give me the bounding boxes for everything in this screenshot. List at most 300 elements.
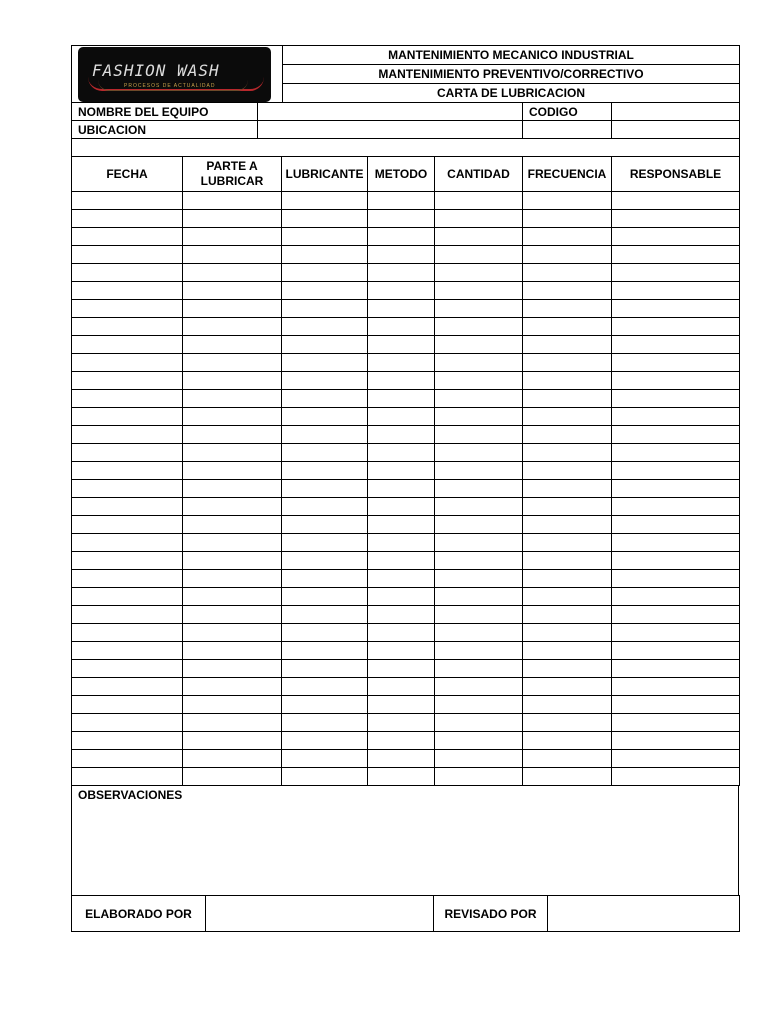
table-cell[interactable] [612,408,740,426]
table-cell[interactable] [612,588,740,606]
table-cell[interactable] [72,462,183,480]
table-cell[interactable] [612,768,740,786]
table-cell[interactable] [72,768,183,786]
table-cell[interactable] [612,678,740,696]
location-label: UBICACION [72,121,258,139]
table-cell[interactable] [612,552,740,570]
table-cell[interactable] [183,768,282,786]
table-cell[interactable] [435,732,523,750]
table-cell[interactable] [435,192,523,210]
header-title-2: MANTENIMIENTO PREVENTIVO/CORRECTIVO [283,65,740,84]
table-cell[interactable] [612,516,740,534]
table-cell[interactable] [612,696,740,714]
table-cell[interactable] [435,264,523,282]
table-cell[interactable] [523,516,612,534]
lubrication-chart-form [71,45,739,932]
table-cell[interactable] [282,714,368,732]
col-metodo: METODO [368,157,435,192]
table-cell[interactable] [72,534,183,552]
table-cell[interactable] [612,354,740,372]
table-cell[interactable] [523,192,612,210]
table-cell[interactable] [183,462,282,480]
table-row [72,714,740,732]
table-cell[interactable] [183,498,282,516]
table-row [72,192,740,210]
table-cell[interactable] [282,300,368,318]
table-cell[interactable] [183,354,282,372]
table-cell[interactable] [72,678,183,696]
reviewed-by-field[interactable] [548,896,740,932]
table-cell[interactable] [435,642,523,660]
table-row [72,246,740,264]
table-cell[interactable] [368,336,435,354]
table-cell[interactable] [282,768,368,786]
table-cell[interactable] [282,516,368,534]
table-cell[interactable] [435,372,523,390]
table-cell[interactable] [612,498,740,516]
table-cell[interactable] [183,192,282,210]
table-cell[interactable] [435,624,523,642]
table-cell[interactable] [368,552,435,570]
table-row [72,606,740,624]
table-cell[interactable] [282,282,368,300]
table-cell[interactable] [282,480,368,498]
table-cell[interactable] [435,282,523,300]
table-row [72,462,740,480]
table-cell[interactable] [612,444,740,462]
table-cell[interactable] [183,714,282,732]
table-cell[interactable] [72,606,183,624]
table-cell[interactable] [612,192,740,210]
table-cell[interactable] [72,372,183,390]
table-row [72,210,740,228]
table-cell[interactable] [435,588,523,606]
table-cell[interactable] [72,732,183,750]
table-cell[interactable] [368,750,435,768]
table-cell[interactable] [368,660,435,678]
table-cell[interactable] [612,642,740,660]
table-cell[interactable] [435,462,523,480]
table-cell[interactable] [72,336,183,354]
table-cell[interactable] [183,480,282,498]
equipment-info [71,102,740,157]
table-row [72,282,740,300]
observations-field[interactable] [72,786,739,896]
header-title-3: CARTA DE LUBRICACION [283,84,740,103]
table-cell[interactable] [612,606,740,624]
table-cell[interactable] [282,228,368,246]
table-cell[interactable] [72,228,183,246]
table-cell[interactable] [523,246,612,264]
table-cell[interactable] [435,660,523,678]
table-row [72,624,740,642]
table-cell[interactable] [183,228,282,246]
table-cell[interactable] [523,372,612,390]
table-cell[interactable] [435,210,523,228]
table-row [72,480,740,498]
table-cell[interactable] [612,318,740,336]
table-cell[interactable] [523,444,612,462]
table-cell[interactable] [72,300,183,318]
table-cell[interactable] [435,480,523,498]
table-cell[interactable] [435,678,523,696]
table-cell[interactable] [282,192,368,210]
table-cell[interactable] [72,210,183,228]
table-cell[interactable] [72,192,183,210]
table-cell[interactable] [523,462,612,480]
signature-section [71,895,740,932]
table-cell[interactable] [368,714,435,732]
table-cell[interactable] [183,372,282,390]
table-row [72,516,740,534]
table-row [72,300,740,318]
table-cell[interactable] [368,390,435,408]
table-cell[interactable] [282,444,368,462]
table-row [72,588,740,606]
table-cell[interactable] [368,408,435,426]
table-cell[interactable] [282,588,368,606]
table-cell[interactable] [183,300,282,318]
table-cell[interactable] [523,660,612,678]
equipment-name-label: NOMBRE DEL EQUIPO [72,103,258,121]
table-cell[interactable] [282,570,368,588]
table-cell[interactable] [368,678,435,696]
table-cell[interactable] [282,372,368,390]
table-cell[interactable] [183,336,282,354]
table-cell[interactable] [183,516,282,534]
reviewed-by-label: REVISADO POR [434,896,548,932]
table-cell[interactable] [282,660,368,678]
form-header [71,45,740,103]
table-cell[interactable] [612,570,740,588]
table-cell[interactable] [612,246,740,264]
table-row [72,444,740,462]
col-lubricante: LUBRICANTE [282,157,368,192]
table-cell[interactable] [183,210,282,228]
table-cell[interactable] [282,390,368,408]
table-row [72,732,740,750]
table-cell[interactable] [435,300,523,318]
table-cell[interactable] [612,624,740,642]
table-cell[interactable] [523,210,612,228]
table-cell[interactable] [612,228,740,246]
code-label: CODIGO [523,103,612,121]
table-cell[interactable] [72,390,183,408]
table-cell[interactable] [523,534,612,552]
table-cell[interactable] [183,570,282,588]
table-cell[interactable] [183,264,282,282]
table-cell[interactable] [282,606,368,624]
table-cell[interactable] [183,606,282,624]
table-cell[interactable] [523,282,612,300]
table-cell[interactable] [435,390,523,408]
table-cell[interactable] [368,534,435,552]
table-row [72,750,740,768]
table-cell[interactable] [368,642,435,660]
table-row [72,552,740,570]
table-cell[interactable] [282,210,368,228]
table-cell[interactable] [282,336,368,354]
table-cell[interactable] [523,354,612,372]
table-cell[interactable] [183,426,282,444]
table-cell[interactable] [523,552,612,570]
table-cell[interactable] [368,624,435,642]
table-cell[interactable] [435,354,523,372]
table-cell[interactable] [183,750,282,768]
table-cell[interactable] [368,480,435,498]
company-logo [78,47,271,102]
table-cell[interactable] [612,210,740,228]
table-cell[interactable] [183,552,282,570]
table-cell[interactable] [282,552,368,570]
table-row [72,768,740,786]
table-cell[interactable] [368,210,435,228]
table-cell[interactable] [523,732,612,750]
table-cell[interactable] [612,534,740,552]
location-field-3[interactable] [612,121,740,139]
table-row [72,534,740,552]
table-row [72,570,740,588]
table-cell[interactable] [368,696,435,714]
table-cell[interactable] [435,552,523,570]
table-cell[interactable] [282,696,368,714]
table-row [72,264,740,282]
table-cell[interactable] [368,426,435,444]
table-cell[interactable] [368,354,435,372]
table-cell[interactable] [435,516,523,534]
table-cell[interactable] [368,732,435,750]
col-responsable: RESPONSABLE [612,157,740,192]
table-row [72,660,740,678]
prepared-by-label: ELABORADO POR [72,896,206,932]
table-cell[interactable] [435,318,523,336]
table-cell[interactable] [368,192,435,210]
table-cell[interactable] [368,246,435,264]
table-cell[interactable] [72,426,183,444]
table-cell[interactable] [368,300,435,318]
table-cell[interactable] [612,264,740,282]
table-cell[interactable] [72,354,183,372]
table-cell[interactable] [612,480,740,498]
table-cell[interactable] [183,642,282,660]
table-cell[interactable] [435,606,523,624]
table-cell[interactable] [523,426,612,444]
table-cell[interactable] [72,318,183,336]
table-cell[interactable] [368,318,435,336]
table-cell[interactable] [183,390,282,408]
table-cell[interactable] [368,282,435,300]
table-cell[interactable] [282,498,368,516]
table-cell[interactable] [282,462,368,480]
table-row [72,318,740,336]
table-cell[interactable] [282,354,368,372]
table-cell[interactable] [523,498,612,516]
table-cell[interactable] [72,714,183,732]
table-cell[interactable] [368,768,435,786]
table-cell[interactable] [523,678,612,696]
prepared-by-field[interactable] [206,896,434,932]
table-cell[interactable] [612,714,740,732]
table-cell[interactable] [72,570,183,588]
table-cell[interactable] [183,588,282,606]
table-cell[interactable] [282,624,368,642]
table-cell[interactable] [435,696,523,714]
table-cell[interactable] [523,408,612,426]
table-cell[interactable] [523,624,612,642]
table-cell[interactable] [523,390,612,408]
logo-brand: FASHION WASH [92,61,220,80]
table-cell[interactable] [72,264,183,282]
table-cell[interactable] [435,498,523,516]
table-cell[interactable] [183,408,282,426]
table-cell[interactable] [612,462,740,480]
table-cell[interactable] [368,444,435,462]
table-cell[interactable] [612,336,740,354]
table-row [72,696,740,714]
table-cell[interactable] [523,588,612,606]
table-cell[interactable] [72,750,183,768]
table-cell[interactable] [368,570,435,588]
table-cell[interactable] [368,264,435,282]
table-cell[interactable] [435,408,523,426]
table-row [72,336,740,354]
table-cell[interactable] [72,552,183,570]
table-cell[interactable] [282,642,368,660]
table-cell[interactable] [612,426,740,444]
table-cell[interactable] [523,570,612,588]
table-cell[interactable] [612,390,740,408]
table-cell[interactable] [523,300,612,318]
table-row [72,426,740,444]
observations-label: OBSERVACIONES [78,788,183,802]
table-cell[interactable] [612,372,740,390]
table-cell[interactable] [282,246,368,264]
table-cell[interactable] [523,714,612,732]
table-cell[interactable] [368,372,435,390]
col-cantidad: CANTIDAD [435,157,523,192]
table-cell[interactable] [282,732,368,750]
logo-cell [72,46,283,103]
table-cell[interactable] [368,462,435,480]
table-cell[interactable] [612,732,740,750]
table-cell[interactable] [72,444,183,462]
table-cell[interactable] [523,480,612,498]
table-cell[interactable] [368,498,435,516]
table-cell[interactable] [72,498,183,516]
table-cell[interactable] [183,732,282,750]
equipment-name-field[interactable] [258,103,523,121]
table-header-row [72,157,740,192]
table-cell[interactable] [523,768,612,786]
logo-tagline: PROCESOS DE ACTUALIDAD [124,83,216,89]
table-cell[interactable] [72,696,183,714]
col-fecha: FECHA [72,157,183,192]
table-cell[interactable] [72,660,183,678]
table-cell[interactable] [72,246,183,264]
table-cell[interactable] [435,426,523,444]
table-cell[interactable] [523,228,612,246]
table-cell[interactable] [282,426,368,444]
col-parte-a-lubricar: PARTE A LUBRICAR [183,157,282,192]
table-cell[interactable] [435,750,523,768]
table-cell[interactable] [282,264,368,282]
header-title-1: MANTENIMIENTO MECANICO INDUSTRIAL [283,46,740,65]
table-cell[interactable] [183,696,282,714]
table-cell[interactable] [282,408,368,426]
table-cell[interactable] [183,624,282,642]
table-cell[interactable] [183,282,282,300]
lubrication-table [71,156,740,786]
table-cell[interactable] [72,588,183,606]
table-cell[interactable] [282,678,368,696]
table-cell[interactable] [183,444,282,462]
table-cell[interactable] [435,570,523,588]
table-cell[interactable] [282,318,368,336]
table-cell[interactable] [72,480,183,498]
table-cell[interactable] [183,246,282,264]
table-cell[interactable] [368,516,435,534]
table-cell[interactable] [282,534,368,552]
table-cell[interactable] [435,534,523,552]
table-row [72,390,740,408]
table-cell[interactable] [72,624,183,642]
table-cell[interactable] [523,264,612,282]
table-cell[interactable] [435,444,523,462]
table-cell[interactable] [282,750,368,768]
table-cell[interactable] [523,318,612,336]
table-row [72,354,740,372]
table-cell[interactable] [435,714,523,732]
table-cell[interactable] [72,642,183,660]
table-cell[interactable] [368,228,435,246]
table-cell[interactable] [435,246,523,264]
code-field[interactable] [612,103,740,121]
table-cell[interactable] [72,282,183,300]
table-row [72,372,740,390]
table-cell[interactable] [183,534,282,552]
observations-section [71,785,739,896]
table-cell[interactable] [183,678,282,696]
table-cell[interactable] [72,516,183,534]
table-cell[interactable] [368,588,435,606]
table-row [72,228,740,246]
table-cell[interactable] [435,336,523,354]
table-row [72,642,740,660]
col-frecuencia: FRECUENCIA [523,157,612,192]
location-field[interactable] [258,121,523,139]
table-cell[interactable] [523,336,612,354]
table-cell[interactable] [183,660,282,678]
table-cell[interactable] [435,228,523,246]
table-cell[interactable] [183,318,282,336]
table-row [72,678,740,696]
table-cell[interactable] [523,696,612,714]
table-row [72,498,740,516]
table-cell[interactable] [523,606,612,624]
table-cell[interactable] [368,606,435,624]
table-cell[interactable] [612,660,740,678]
table-cell[interactable] [612,282,740,300]
table-cell[interactable] [523,750,612,768]
table-cell[interactable] [435,768,523,786]
spacer-row [72,139,740,157]
table-cell[interactable] [612,300,740,318]
table-cell[interactable] [523,642,612,660]
table-row [72,408,740,426]
table-cell[interactable] [612,750,740,768]
location-field-2[interactable] [523,121,612,139]
table-cell[interactable] [72,408,183,426]
